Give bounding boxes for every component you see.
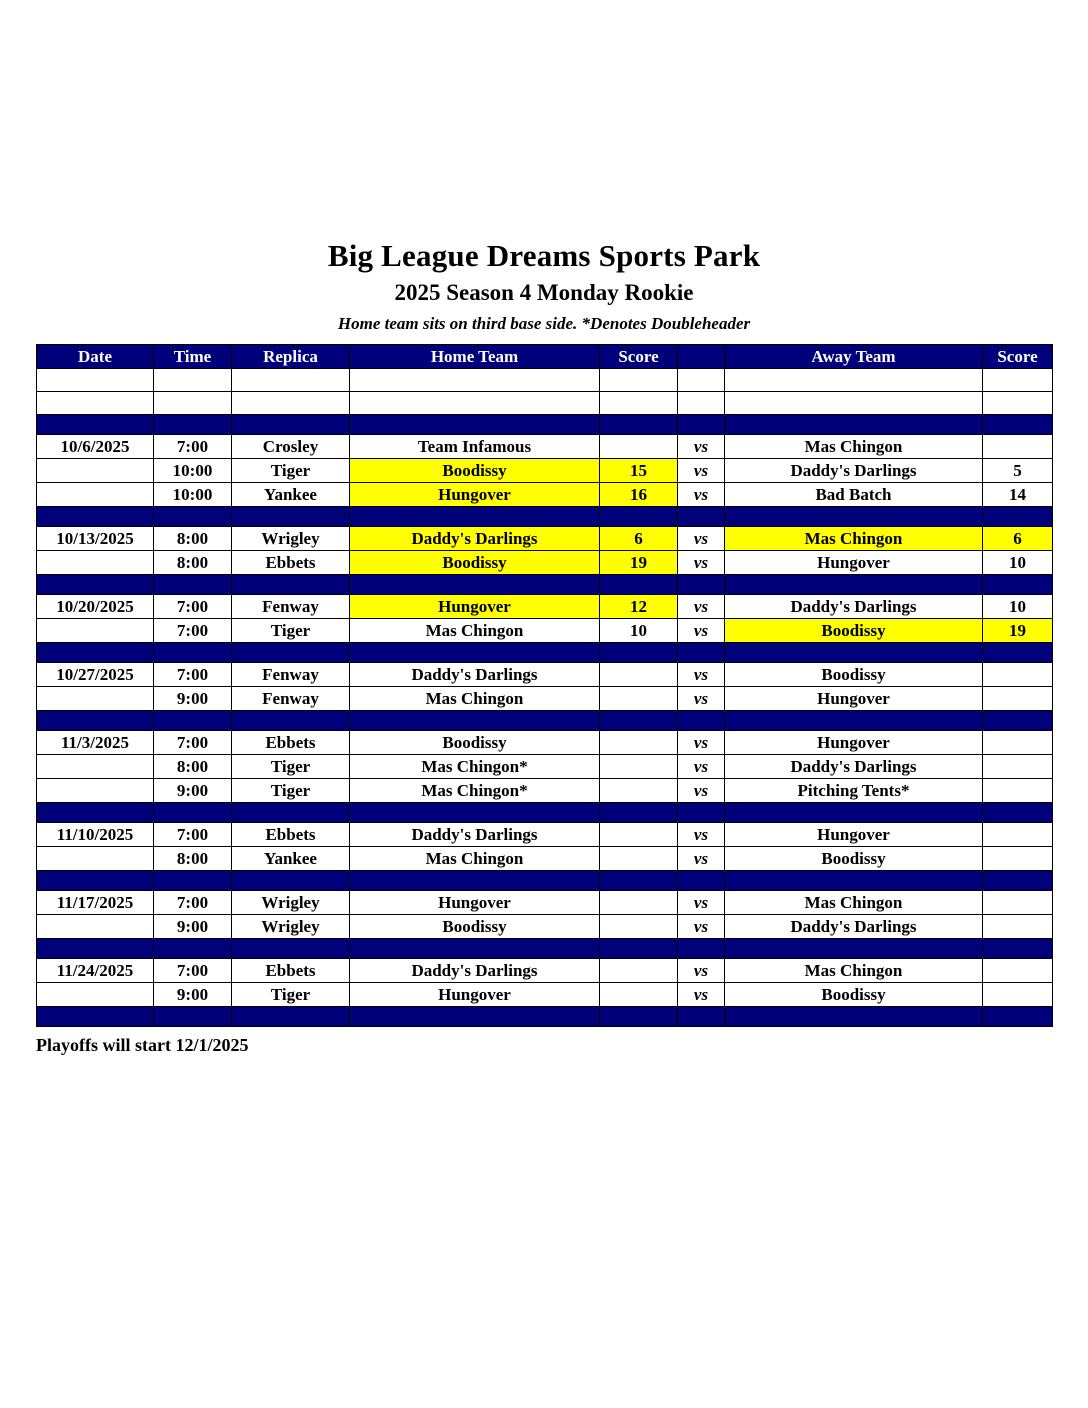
cell-home-score <box>600 915 678 939</box>
cell-replica: Fenway <box>232 687 350 711</box>
cell-home-team: Daddy's Darlings <box>350 823 600 847</box>
cell-home-team: Boodissy <box>350 731 600 755</box>
separator-cell <box>678 939 725 959</box>
column-header-vs <box>678 345 725 369</box>
separator-cell <box>232 507 350 527</box>
cell-date <box>37 755 154 779</box>
cell-date <box>37 915 154 939</box>
separator-cell <box>600 803 678 823</box>
separator-cell <box>983 415 1053 435</box>
cell-vs: vs <box>678 619 725 643</box>
cell-home-team: Hungover <box>350 595 600 619</box>
cell-vs: vs <box>678 959 725 983</box>
cell-away-score <box>983 847 1053 871</box>
cell-replica: Wrigley <box>232 527 350 551</box>
table-row <box>37 731 1053 755</box>
cell-time: 7:00 <box>154 663 232 687</box>
page-title: Big League Dreams Sports Park <box>327 238 761 273</box>
cell-home-team: Boodissy <box>350 915 600 939</box>
separator-cell <box>350 1007 600 1027</box>
separator-cell <box>232 939 350 959</box>
table-row <box>37 915 1053 939</box>
separator-cell <box>983 711 1053 731</box>
separator-cell <box>37 507 154 527</box>
separator-cell <box>600 415 678 435</box>
schedule-table <box>36 344 1053 1027</box>
cell-away-team: Mas Chingon <box>725 435 983 459</box>
cell-vs: vs <box>678 663 725 687</box>
separator-cell <box>600 575 678 595</box>
cell-date <box>37 687 154 711</box>
cell-vs: vs <box>678 527 725 551</box>
cell-home-team: Mas Chingon* <box>350 755 600 779</box>
table-row <box>37 483 1053 507</box>
cell-time: 7:00 <box>154 619 232 643</box>
column-header-time: Time <box>154 345 232 369</box>
cell-vs: vs <box>678 915 725 939</box>
column-header-home-team: Home Team <box>350 345 600 369</box>
cell-date <box>37 847 154 871</box>
cell-away-score: 10 <box>983 551 1053 575</box>
playoffs-note: Playoffs will start 12/1/2025 <box>36 1035 249 1056</box>
cell-replica: Ebbets <box>232 959 350 983</box>
table-body <box>37 369 1053 1027</box>
separator-cell <box>725 803 983 823</box>
separator-cell <box>600 711 678 731</box>
cell-vs: vs <box>678 891 725 915</box>
cell-away-team: Hungover <box>725 731 983 755</box>
table-blank-row <box>37 392 1053 415</box>
separator-cell <box>37 575 154 595</box>
table-separator-row <box>37 1007 1053 1027</box>
cell-away-team: Mas Chingon <box>725 891 983 915</box>
cell-date: 11/24/2025 <box>37 959 154 983</box>
separator-cell <box>678 711 725 731</box>
table-row <box>37 435 1053 459</box>
separator-cell <box>725 415 983 435</box>
cell-replica: Wrigley <box>232 891 350 915</box>
table-separator-row <box>37 803 1053 823</box>
cell-away-score: 14 <box>983 483 1053 507</box>
cell-date: 11/10/2025 <box>37 823 154 847</box>
cell-time: 7:00 <box>154 959 232 983</box>
cell-time: 10:00 <box>154 459 232 483</box>
cell-time: 9:00 <box>154 687 232 711</box>
separator-cell <box>232 711 350 731</box>
cell-vs: vs <box>678 595 725 619</box>
blank-cell <box>37 369 154 392</box>
table-separator-row <box>37 507 1053 527</box>
cell-away-team: Daddy's Darlings <box>725 459 983 483</box>
separator-cell <box>983 871 1053 891</box>
cell-home-team: Daddy's Darlings <box>350 663 600 687</box>
cell-vs: vs <box>678 687 725 711</box>
separator-cell <box>678 415 725 435</box>
blank-cell <box>983 369 1053 392</box>
table-row <box>37 619 1053 643</box>
separator-cell <box>725 871 983 891</box>
cell-time: 7:00 <box>154 435 232 459</box>
cell-home-team: Hungover <box>350 983 600 1007</box>
separator-cell <box>37 711 154 731</box>
cell-vs: vs <box>678 483 725 507</box>
table-separator-row <box>37 643 1053 663</box>
cell-date: 11/17/2025 <box>37 891 154 915</box>
cell-home-score: 19 <box>600 551 678 575</box>
cell-away-score <box>983 687 1053 711</box>
cell-home-score <box>600 663 678 687</box>
cell-away-score <box>983 755 1053 779</box>
cell-time: 7:00 <box>154 731 232 755</box>
separator-cell <box>232 1007 350 1027</box>
separator-cell <box>600 1007 678 1027</box>
cell-vs: vs <box>678 779 725 803</box>
separator-cell <box>37 643 154 663</box>
blank-cell <box>154 392 232 415</box>
column-header-replica: Replica <box>232 345 350 369</box>
cell-away-team: Mas Chingon <box>725 959 983 983</box>
separator-cell <box>725 711 983 731</box>
separator-cell <box>154 415 232 435</box>
cell-replica: Ebbets <box>232 823 350 847</box>
separator-cell <box>678 575 725 595</box>
cell-replica: Wrigley <box>232 915 350 939</box>
separator-cell <box>983 643 1053 663</box>
column-header-date: Date <box>37 345 154 369</box>
table-row <box>37 595 1053 619</box>
cell-replica: Ebbets <box>232 551 350 575</box>
cell-home-team: Mas Chingon* <box>350 779 600 803</box>
separator-cell <box>350 415 600 435</box>
blank-cell <box>232 392 350 415</box>
table-row <box>37 847 1053 871</box>
blank-cell <box>725 369 983 392</box>
cell-home-team: Boodissy <box>350 459 600 483</box>
separator-cell <box>725 507 983 527</box>
cell-date: 11/3/2025 <box>37 731 154 755</box>
separator-cell <box>154 803 232 823</box>
separator-cell <box>232 575 350 595</box>
cell-replica: Tiger <box>232 459 350 483</box>
separator-cell <box>232 643 350 663</box>
cell-home-score <box>600 847 678 871</box>
cell-vs: vs <box>678 731 725 755</box>
blank-cell <box>37 392 154 415</box>
cell-home-score <box>600 687 678 711</box>
cell-date: 10/13/2025 <box>37 527 154 551</box>
cell-time: 9:00 <box>154 915 232 939</box>
cell-time: 9:00 <box>154 779 232 803</box>
document-header <box>0 0 1088 334</box>
cell-time: 7:00 <box>154 891 232 915</box>
cell-vs: vs <box>678 551 725 575</box>
table-row <box>37 779 1053 803</box>
blank-cell <box>983 392 1053 415</box>
cell-away-team: Boodissy <box>725 983 983 1007</box>
column-header-home-score: Score <box>600 345 678 369</box>
table-separator-row <box>37 575 1053 595</box>
table-row <box>37 551 1053 575</box>
separator-cell <box>350 575 600 595</box>
cell-home-score <box>600 755 678 779</box>
cell-away-score <box>983 915 1053 939</box>
cell-replica: Ebbets <box>232 731 350 755</box>
table-separator-row <box>37 711 1053 731</box>
separator-cell <box>600 939 678 959</box>
separator-cell <box>37 939 154 959</box>
cell-time: 7:00 <box>154 823 232 847</box>
cell-time: 8:00 <box>154 527 232 551</box>
blank-cell <box>350 392 600 415</box>
cell-away-score <box>983 435 1053 459</box>
cell-replica: Fenway <box>232 595 350 619</box>
table-row <box>37 983 1053 1007</box>
separator-cell <box>37 871 154 891</box>
separator-cell <box>725 939 983 959</box>
cell-home-score <box>600 983 678 1007</box>
cell-away-team: Daddy's Darlings <box>725 595 983 619</box>
table-separator-row <box>37 871 1053 891</box>
separator-cell <box>154 871 232 891</box>
cell-home-team: Hungover <box>350 891 600 915</box>
blank-cell <box>725 392 983 415</box>
table-row <box>37 891 1053 915</box>
cell-home-team: Daddy's Darlings <box>350 959 600 983</box>
cell-date <box>37 551 154 575</box>
cell-vs: vs <box>678 755 725 779</box>
table-row <box>37 459 1053 483</box>
separator-cell <box>154 575 232 595</box>
separator-cell <box>154 939 232 959</box>
cell-away-team: Hungover <box>725 687 983 711</box>
separator-cell <box>350 939 600 959</box>
cell-time: 8:00 <box>154 551 232 575</box>
separator-cell <box>232 871 350 891</box>
column-header-away-score: Score <box>983 345 1053 369</box>
cell-away-score <box>983 823 1053 847</box>
cell-date: 10/20/2025 <box>37 595 154 619</box>
schedule-table-wrapper <box>36 344 1052 1027</box>
cell-home-score <box>600 435 678 459</box>
table-blank-row <box>37 369 1053 392</box>
cell-away-score: 10 <box>983 595 1053 619</box>
cell-time: 10:00 <box>154 483 232 507</box>
cell-away-score <box>983 983 1053 1007</box>
cell-away-team: Hungover <box>725 823 983 847</box>
blank-cell <box>154 369 232 392</box>
table-row <box>37 687 1053 711</box>
cell-date: 10/6/2025 <box>37 435 154 459</box>
cell-date: 10/27/2025 <box>37 663 154 687</box>
separator-cell <box>232 415 350 435</box>
cell-home-team: Team Infamous <box>350 435 600 459</box>
separator-cell <box>983 575 1053 595</box>
cell-away-team: Hungover <box>725 551 983 575</box>
cell-date <box>37 983 154 1007</box>
cell-away-score: 19 <box>983 619 1053 643</box>
separator-cell <box>983 507 1053 527</box>
separator-cell <box>37 415 154 435</box>
separator-cell <box>350 803 600 823</box>
cell-replica: Yankee <box>232 483 350 507</box>
cell-away-score: 5 <box>983 459 1053 483</box>
cell-away-team: Daddy's Darlings <box>725 915 983 939</box>
cell-away-score <box>983 959 1053 983</box>
separator-cell <box>350 711 600 731</box>
cell-home-team: Hungover <box>350 483 600 507</box>
separator-cell <box>154 507 232 527</box>
page-subtitle: 2025 Season 4 Monday Rookie <box>394 279 694 305</box>
cell-replica: Yankee <box>232 847 350 871</box>
table-separator-row <box>37 939 1053 959</box>
separator-cell <box>678 1007 725 1027</box>
cell-vs: vs <box>678 847 725 871</box>
separator-cell <box>678 803 725 823</box>
cell-away-team: Mas Chingon <box>725 527 983 551</box>
cell-time: 7:00 <box>154 595 232 619</box>
table-row <box>37 527 1053 551</box>
cell-date <box>37 779 154 803</box>
table-header-row <box>37 345 1053 369</box>
cell-home-team: Boodissy <box>350 551 600 575</box>
cell-home-score: 16 <box>600 483 678 507</box>
table-header <box>37 345 1053 369</box>
blank-cell <box>232 369 350 392</box>
cell-vs: vs <box>678 459 725 483</box>
cell-away-team: Daddy's Darlings <box>725 755 983 779</box>
separator-cell <box>154 1007 232 1027</box>
separator-cell <box>600 507 678 527</box>
cell-vs: vs <box>678 435 725 459</box>
blank-cell <box>678 392 725 415</box>
cell-home-score <box>600 891 678 915</box>
cell-away-score: 6 <box>983 527 1053 551</box>
cell-home-score: 6 <box>600 527 678 551</box>
separator-cell <box>725 643 983 663</box>
cell-home-team: Daddy's Darlings <box>350 527 600 551</box>
separator-cell <box>983 1007 1053 1027</box>
cell-home-score <box>600 731 678 755</box>
cell-replica: Tiger <box>232 619 350 643</box>
separator-cell <box>983 939 1053 959</box>
separator-cell <box>983 803 1053 823</box>
separator-cell <box>154 711 232 731</box>
cell-vs: vs <box>678 983 725 1007</box>
cell-home-team: Mas Chingon <box>350 687 600 711</box>
cell-away-score <box>983 731 1053 755</box>
separator-cell <box>37 803 154 823</box>
cell-time: 8:00 <box>154 755 232 779</box>
cell-away-score <box>983 891 1053 915</box>
table-row <box>37 755 1053 779</box>
cell-home-score: 10 <box>600 619 678 643</box>
blank-cell <box>350 369 600 392</box>
separator-cell <box>350 507 600 527</box>
page-note: Home team sits on third base side. *Denotes Doubleheader <box>337 314 751 334</box>
cell-date <box>37 619 154 643</box>
blank-cell <box>600 369 678 392</box>
cell-home-score <box>600 779 678 803</box>
cell-replica: Tiger <box>232 755 350 779</box>
blank-cell <box>678 369 725 392</box>
cell-replica: Tiger <box>232 779 350 803</box>
cell-time: 8:00 <box>154 847 232 871</box>
cell-away-team: Boodissy <box>725 847 983 871</box>
separator-cell <box>600 643 678 663</box>
separator-cell <box>678 507 725 527</box>
cell-home-team: Mas Chingon <box>350 847 600 871</box>
table-row <box>37 663 1053 687</box>
cell-time: 9:00 <box>154 983 232 1007</box>
table-separator-row <box>37 415 1053 435</box>
cell-replica: Crosley <box>232 435 350 459</box>
cell-home-score: 15 <box>600 459 678 483</box>
cell-away-team: Boodissy <box>725 663 983 687</box>
separator-cell <box>725 1007 983 1027</box>
cell-away-score <box>983 779 1053 803</box>
cell-replica: Fenway <box>232 663 350 687</box>
separator-cell <box>600 871 678 891</box>
separator-cell <box>154 643 232 663</box>
cell-away-score <box>983 663 1053 687</box>
separator-cell <box>232 803 350 823</box>
cell-home-score <box>600 823 678 847</box>
separator-cell <box>725 575 983 595</box>
cell-home-team: Mas Chingon <box>350 619 600 643</box>
blank-cell <box>600 392 678 415</box>
separator-cell <box>678 871 725 891</box>
cell-away-team: Boodissy <box>725 619 983 643</box>
table-row <box>37 823 1053 847</box>
separator-cell <box>350 871 600 891</box>
cell-away-team: Bad Batch <box>725 483 983 507</box>
table-row <box>37 959 1053 983</box>
separator-cell <box>37 1007 154 1027</box>
cell-replica: Tiger <box>232 983 350 1007</box>
cell-away-team: Pitching Tents* <box>725 779 983 803</box>
cell-date <box>37 459 154 483</box>
cell-vs: vs <box>678 823 725 847</box>
column-header-away-team: Away Team <box>725 345 983 369</box>
separator-cell <box>678 643 725 663</box>
cell-home-score <box>600 959 678 983</box>
cell-home-score: 12 <box>600 595 678 619</box>
separator-cell <box>350 643 600 663</box>
cell-date <box>37 483 154 507</box>
